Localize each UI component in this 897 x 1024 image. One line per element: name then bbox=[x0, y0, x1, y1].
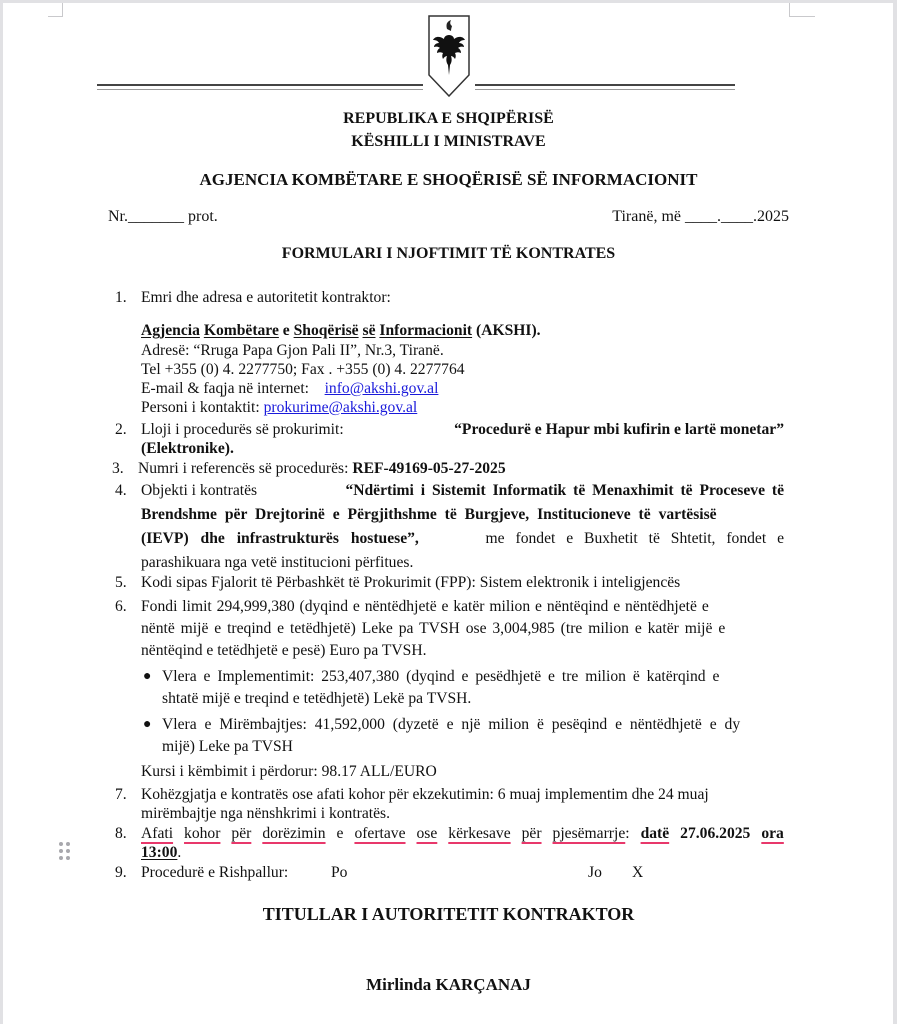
contract-object-line1 bbox=[141, 479, 784, 502]
org-word: e bbox=[282, 322, 290, 339]
contact-email-link[interactable]: prokurime@akshi.gov.al bbox=[263, 399, 418, 416]
org-word: Agjencia bbox=[141, 322, 200, 339]
deadline-end: . bbox=[177, 844, 182, 861]
deadline-word: kërkesave bbox=[448, 825, 511, 842]
place-date: Tiranë, më ____.____.2025 bbox=[612, 208, 789, 225]
contract-object-line3 bbox=[141, 527, 784, 550]
item-number: 1. bbox=[115, 289, 127, 306]
item-number: 5. bbox=[115, 574, 127, 591]
page-right-scrollbar[interactable] bbox=[893, 0, 897, 1024]
deadline-line bbox=[141, 825, 784, 843]
procedure-type-label: Lloji i procedurës së prokurimit: bbox=[141, 421, 344, 438]
deadline-word: për bbox=[521, 825, 542, 842]
bullet-icon: ● bbox=[143, 717, 152, 732]
procedure-type-value: “Procedurë e Hapur mbi kufirin e lartë monetar” bbox=[454, 421, 784, 438]
item-number: 3. bbox=[112, 460, 124, 477]
deadline-word: dorëzimin bbox=[262, 825, 326, 842]
page-top-border bbox=[0, 0, 897, 3]
reference-label: Numri i referencës së procedurës: bbox=[138, 460, 349, 477]
reference-number: REF-49169-05-27-2025 bbox=[352, 460, 506, 477]
deadline-ora: ora bbox=[761, 825, 784, 842]
item-number: 7. bbox=[115, 786, 127, 803]
org-word: Shoqërisë bbox=[293, 322, 359, 339]
protocol-number bbox=[108, 208, 218, 226]
tel-fax: Tel +355 (0) 4. 2277750; Fax . +355 (0) 4. 2277764 bbox=[141, 361, 465, 378]
deadline-date-word: datë bbox=[640, 825, 670, 842]
email-link[interactable]: info@akshi.gov.al bbox=[324, 380, 439, 397]
republished-label: Procedurë e Rishpallur: bbox=[141, 864, 289, 881]
agency-title: AGJENCIA KOMBËTARE E SHOQËRISË SË INFORMACIONIT bbox=[199, 170, 698, 189]
albanian-eagle-emblem-icon bbox=[427, 15, 471, 97]
deadline-word: e bbox=[336, 825, 344, 842]
contract-object-title-end: (IEVP) dhe infrastrukturës hostuese”, bbox=[141, 530, 419, 547]
procedure-type-line bbox=[141, 421, 784, 439]
bullet-icon: ● bbox=[143, 669, 152, 684]
nr-blank: _______ bbox=[128, 208, 184, 225]
item-number: 2. bbox=[115, 421, 127, 438]
deadline-time: 13:00 bbox=[141, 844, 178, 861]
org-word: Informacionit bbox=[379, 322, 473, 339]
reference-line bbox=[138, 460, 781, 478]
item-number: 4. bbox=[115, 482, 127, 499]
contact-line bbox=[141, 399, 784, 417]
deadline-word: kohor bbox=[184, 825, 221, 842]
cpv-code: Kodi sipas Fjalorit të Përbashkët të Prokurimit (FPP): Sistem elektronik i inteligjencës bbox=[141, 574, 681, 591]
item-number: 9. bbox=[115, 864, 127, 881]
item-number: 6. bbox=[115, 598, 127, 615]
deadline-time-line bbox=[141, 844, 784, 862]
org-word: (AKSHI). bbox=[476, 322, 541, 339]
maintenance-value-line1: Vlera e Mirëmbajtjes: 41,592,000 (dyzetë e një milion ë pesëqind e nëntëdhjetë e dy bbox=[162, 716, 741, 733]
page-left-border bbox=[0, 0, 3, 1024]
deadline-word: ofertave bbox=[354, 825, 406, 842]
contract-object-label: Objekti i kontratës bbox=[141, 482, 258, 499]
contract-object-line2: Brendshme për Drejtorinë e Përgjithshme të Burgjeve, Institucioneve të vartësisë bbox=[141, 506, 717, 523]
deadline-word: ose bbox=[416, 825, 438, 842]
fund-limit-line2: nëntë mijë e treqind e tetëdhjetë) Leke pa TVSH ose 3,004,985 (tre milion e katër mijë e bbox=[141, 620, 726, 637]
address: Adresë: “Rruga Papa Gjon Pali II”, Nr.3, Tiranë. bbox=[141, 342, 444, 359]
authority-name bbox=[141, 322, 784, 340]
implementation-value-line1: Vlera e Implementimit: 253,407,380 (dyqind e pesëdhjetë e tre milion ë katërqind e bbox=[162, 668, 720, 685]
org-word: Kombëtare bbox=[203, 322, 279, 339]
email-label: E-mail & faqja në internet: bbox=[141, 380, 309, 397]
duration-line1: Kohëzgjatja e kontratës ose afati kohor për ekzekutimin: 6 muaj implementim dhe 24 muaj bbox=[141, 786, 709, 803]
nr-label: Nr. bbox=[108, 208, 128, 225]
republished-mark: X bbox=[632, 864, 644, 881]
prot-label: prot. bbox=[188, 208, 218, 225]
duration-line2: mirëmbajtje nga nënshkrimi i kontratës. bbox=[141, 805, 391, 822]
signatory-title: TITULLAR I AUTORITETIT KONTRAKTOR bbox=[262, 904, 635, 924]
council-title: KËSHILLI I MINISTRAVE bbox=[351, 133, 546, 150]
deadline-word: Afati bbox=[141, 825, 174, 842]
org-word: së bbox=[362, 322, 376, 339]
signatory-name: Mirlinda KARÇANAJ bbox=[366, 975, 531, 994]
deadline-word: pjesëmarrje bbox=[552, 825, 626, 842]
contract-object-title: “Ndërtimi i Sistemit Informatik të Menaxhimit të Proceseve të bbox=[345, 482, 784, 499]
deadline-colon: : bbox=[625, 825, 630, 842]
form-title: FORMULARI I NJOFTIMIT TË KONTRATES bbox=[281, 245, 616, 262]
republished-yes: Po bbox=[331, 864, 348, 881]
fund-limit-line3: nëntëqind e tetëdhjetë e pesë) Euro pa TVSH. bbox=[141, 642, 427, 659]
contact-label: Personi i kontaktit: bbox=[141, 399, 260, 416]
item-number: 8. bbox=[115, 825, 127, 842]
drag-handle-icon[interactable] bbox=[59, 842, 71, 862]
header-rule-left bbox=[97, 84, 423, 90]
maintenance-value-line2: mijë) Leke pa TVSH bbox=[162, 738, 293, 755]
republished-no: Jo bbox=[588, 864, 602, 881]
fund-limit-line1: Fondi limit 294,999,380 (dyqind e nëntëdhjetë e katër milion e nëntëqind e nëntëdhjetë e bbox=[141, 598, 709, 615]
republic-title: REPUBLIKA E SHQIPËRISË bbox=[343, 110, 554, 127]
crop-mark-top-right bbox=[789, 3, 815, 17]
email-line bbox=[141, 380, 784, 398]
deadline-word: për bbox=[231, 825, 252, 842]
deadline-date: 27.06.2025 bbox=[680, 825, 751, 842]
exchange-rate: Kursi i këmbimit i përdorur: 98.17 ALL/EURO bbox=[141, 763, 437, 780]
contract-object-line4: parashikuara nga vetë institucioni përfitues. bbox=[141, 554, 414, 571]
header-rule-right bbox=[475, 84, 735, 90]
implementation-value-line2: shtatë mijë e treqind e tetëdhjetë) Lekë pa TVSH. bbox=[162, 690, 472, 707]
funding-text: me fondet e Buxhetit të Shtetit, fondet e bbox=[485, 530, 784, 547]
crop-mark-top-left bbox=[48, 3, 63, 17]
item-label: Emri dhe adresa e autoritetit kontraktor: bbox=[141, 289, 391, 306]
procedure-type-value-cont: (Elektronike). bbox=[141, 440, 234, 457]
